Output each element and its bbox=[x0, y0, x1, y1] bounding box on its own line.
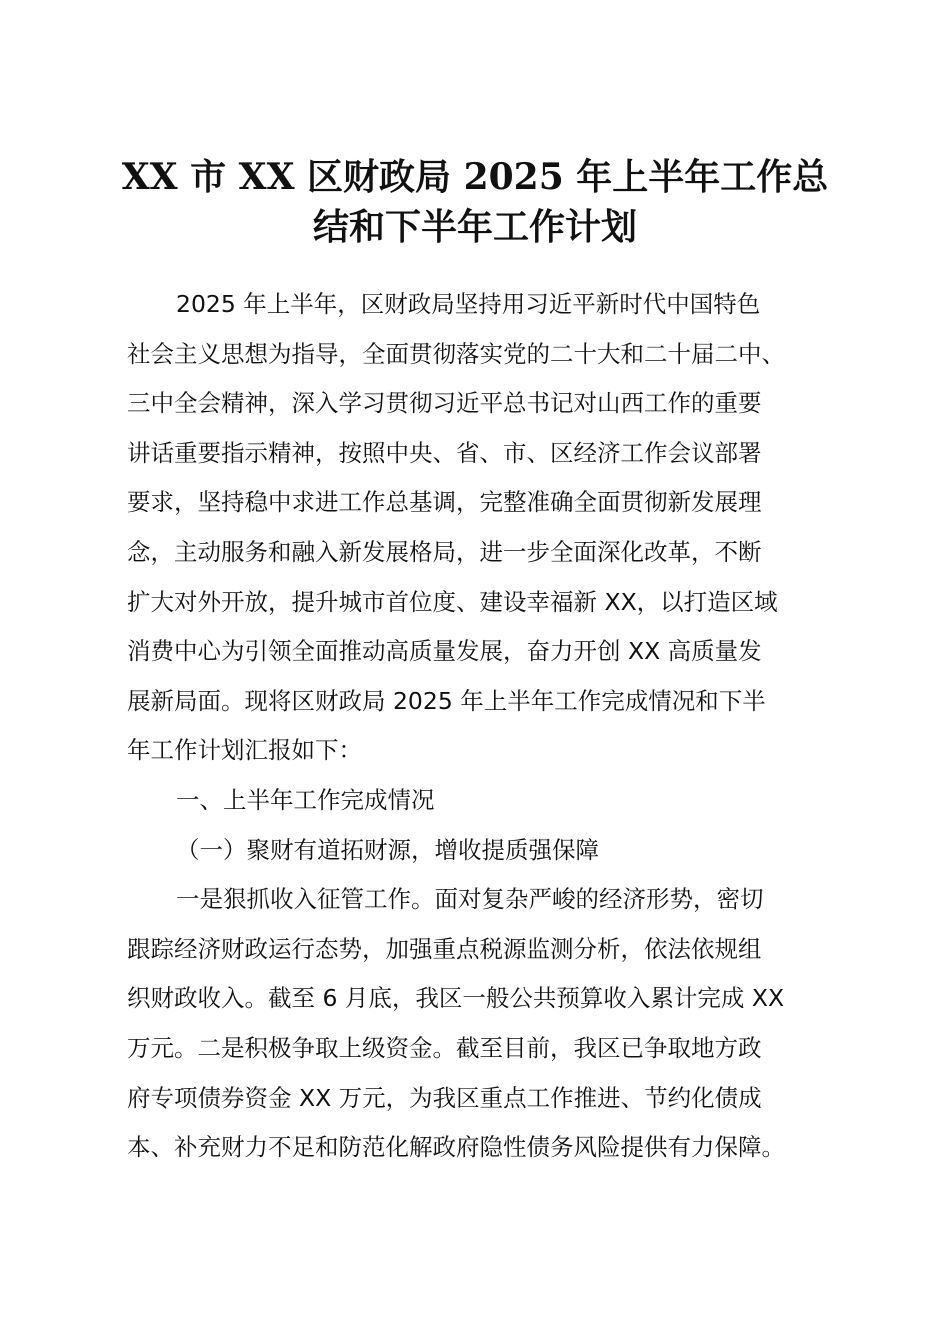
document-body bbox=[127, 280, 839, 1173]
paragraph-line: 本、补充财力不足和防范化解政府隐性债务风险提供有力保障。 bbox=[127, 1133, 785, 1162]
paragraph-line: 讲话重要指示精神，按照中央、省、市、区经济工作会议部署 bbox=[127, 438, 762, 467]
title-line-2: 结和下半年工作计划 bbox=[312, 206, 637, 248]
paragraph-line: 2025 年上半年，区财政局坚持用习近平新时代中国特色 bbox=[176, 290, 761, 318]
intro-paragraph bbox=[127, 280, 839, 776]
paragraph-line: 社会主义思想为指导，全面贯彻落实党的二十大和二十届二中、 bbox=[127, 339, 785, 368]
subsection-heading bbox=[127, 826, 839, 876]
paragraph-line: 扩大对外开放，提升城市首位度、建设幸福新 XX，以打造区域 bbox=[127, 587, 778, 616]
paragraph-line: 三中全会精神，深入学习贯彻习近平总书记对山西工作的重要 bbox=[127, 389, 762, 418]
paragraph-line: 消费中心为引领全面推动高质量发展，奋力开创 XX 高质量发 bbox=[127, 637, 762, 666]
document-title bbox=[100, 152, 850, 252]
subsection-heading-text: （一）聚财有道拓财源，增收提质强保障 bbox=[176, 835, 599, 864]
paragraph-line: 万元。二是积极争取上级资金。截至目前，我区已争取地方政 bbox=[127, 1033, 762, 1062]
paragraph-line: 府专项债券资金 XX 万元，为我区重点工作推进、节约化债成 bbox=[127, 1083, 762, 1112]
paragraph-line: 织财政收入。截至 6 月底，我区一般公共预算收入累计完成 XX bbox=[127, 984, 785, 1013]
body-paragraph bbox=[127, 875, 839, 1173]
section-heading bbox=[127, 776, 839, 826]
paragraph-line: 一是狠抓收入征管工作。面对复杂严峻的经济形势，密切 bbox=[176, 885, 764, 914]
paragraph-line: 年工作计划汇报如下： bbox=[127, 736, 362, 765]
paragraph-line: 展新局面。现将区财政局 2025 年上半年工作完成情况和下半 bbox=[127, 686, 766, 715]
paragraph-line: 跟踪经济财政运行态势，加强重点税源监测分析，依法依规组 bbox=[127, 934, 762, 963]
section-heading-text: 一、上半年工作完成情况 bbox=[176, 785, 435, 814]
title-line-1: XX 市 XX 区财政局 2025 年上半年工作总 bbox=[121, 156, 829, 198]
paragraph-line: 要求，坚持稳中求进工作总基调，完整准确全面贯彻新发展理 bbox=[127, 488, 762, 517]
paragraph-line: 念，主动服务和融入新发展格局，进一步全面深化改革，不断 bbox=[127, 537, 762, 566]
